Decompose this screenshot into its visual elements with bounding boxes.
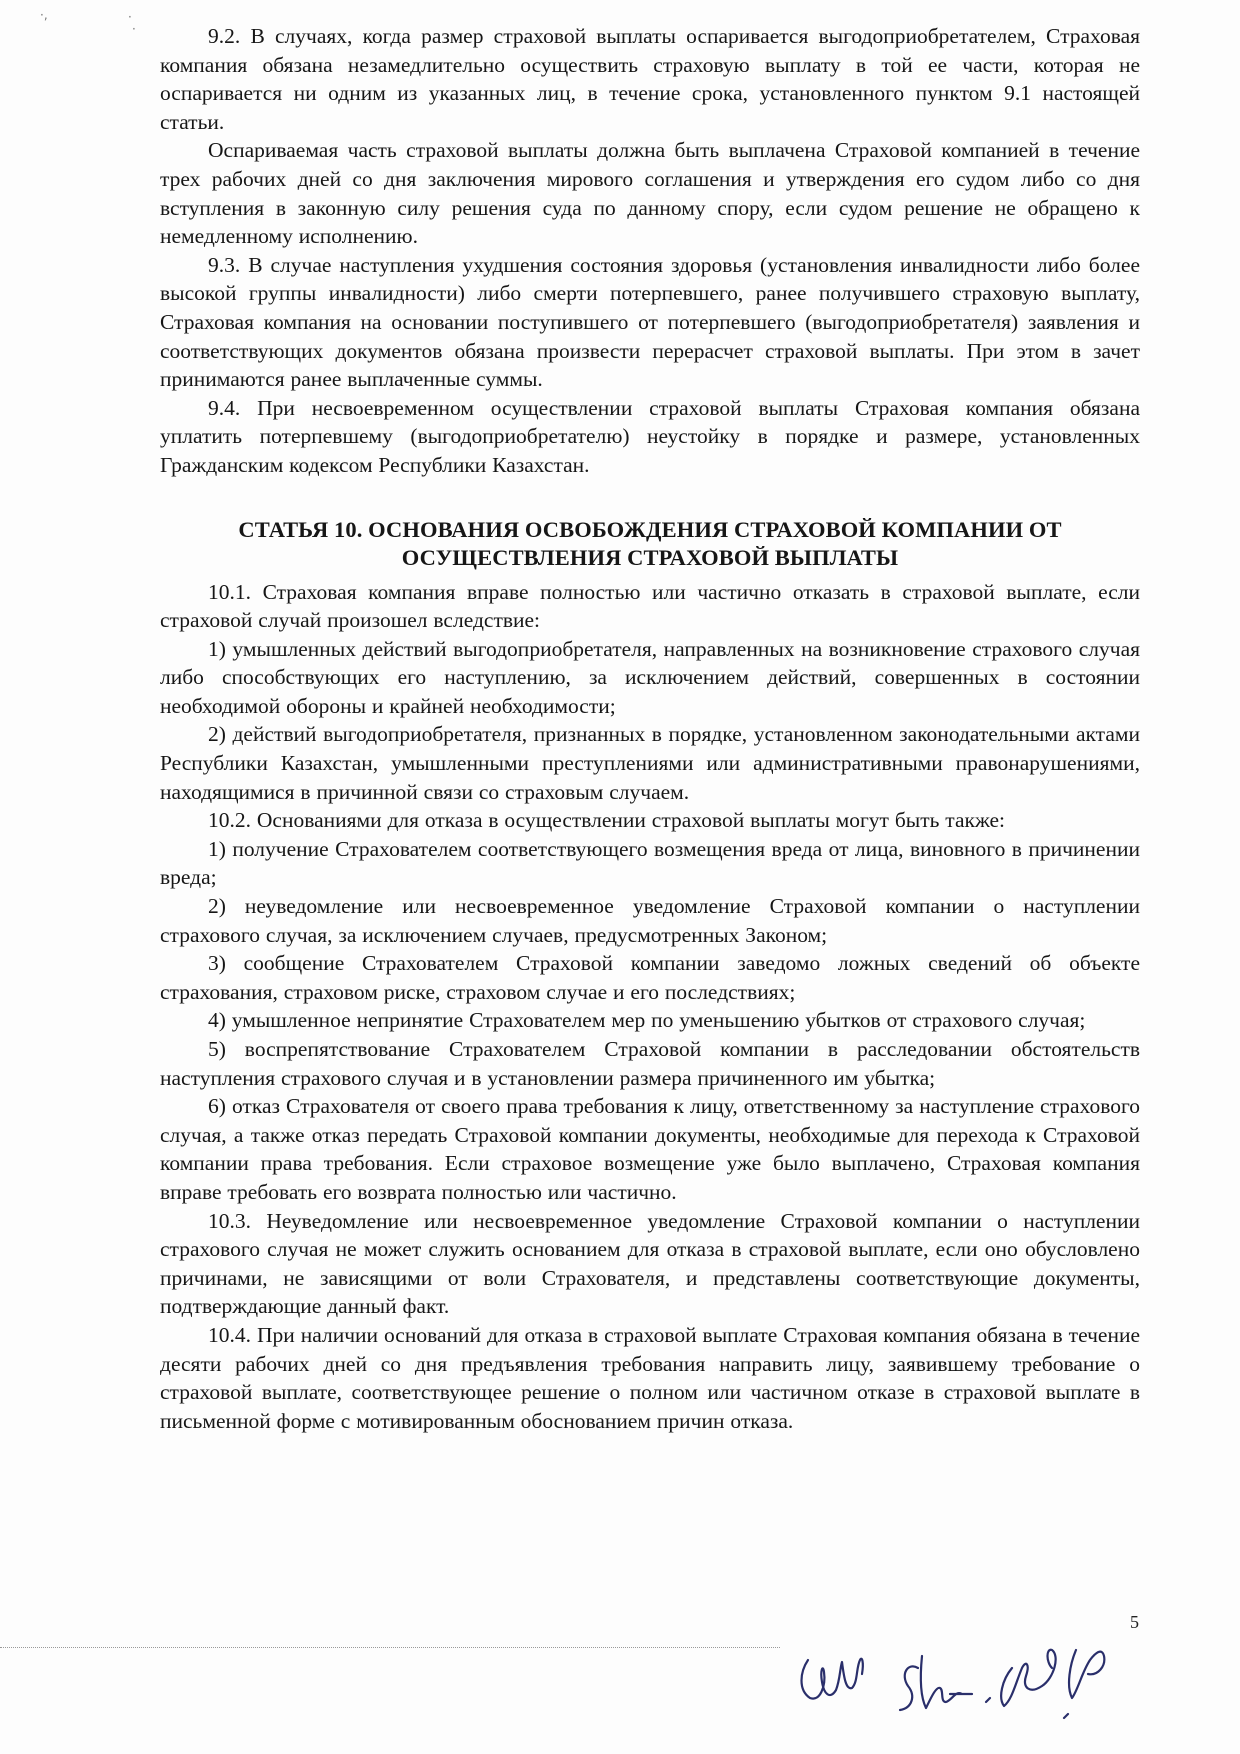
scan-speck: · [132,22,136,36]
paragraph-10-2-item-5: 5) воспрепятствование Страхователем Страховой компании в расследовании обстоятельств наступления страхового случая и в установлении размера причиненного им убытка; [160,1037,1140,1090]
paragraph-10-2: 10.2. Основаниями для отказа в осуществлении страховой выплаты могут быть также: [208,808,1006,833]
paragraph-10-3: 10.3. Неуведомление или несвоевременное уведомление Страховой компании о наступлении страхового случая не может служить основанием для отказа в страховой выплате, если оно обусловлено причинами, не зависящими от воли Страхователя, и представлены соответствующие документы, подтверждающие данный факт. [160,1208,1140,1319]
signature-3 [1001,1650,1104,1718]
paragraph-10-1: 10.1. Страховая компания вправе полностью или частично отказать в страховой выплате, если страховой случай произошел вследствие: [160,579,1140,633]
paragraph-9-2-continued: Оспариваемая часть страховой выплаты должна быть выплачена Страховой компанией в течение трех рабочих дней со дня заключения мирового соглашения и утверждения его судом либо со дня вступления в законную силу решения суда по данному спору, если судом решение не обращено к немедленному исполнению. [160,138,1140,249]
paragraph-10-1-item-2: 2) действий выгодоприобретателя, признанных в порядке, установленном законодательными актами Республики Казахстан, умышленными преступлениями или административными правонарушениями, находящимися в причинной связи со страховым случаем. [160,722,1140,804]
paragraph-9-2: 9.2. В случаях, когда размер страховой выплаты оспаривается выгодоприобретателем, Страховая компания обязана незамедлительно осуществить страховую выплату в той ее части, которая не оспаривается ни одним из указанных лиц, в течение срока, установленного пунктом 9.1 настоящей статьи. [160,24,1140,134]
heading-line-1: СТАТЬЯ 10. ОСНОВАНИЯ ОСВОБОЖДЕНИЯ СТРАХОВОЙ КОМПАНИИ ОТ [238,516,1062,542]
paragraph-9-3: 9.3. В случае наступления ухудшения состояния здоровья (установления инвалидности либо более высокой группы инвалидности) либо смерти потерпевшего, ранее получившего страховую выплату, Страховая компания на основании поступившего от потерпевшего (выгодоприобретателя) заявления и соответствующих документов обязана произвести перерасчет страховой выплаты. При этом в зачет принимаются ранее выплаченные суммы. [160,252,1140,392]
heading-line-2: ОСУЩЕСТВЛЕНИЯ СТРАХОВОЙ ВЫПЛАТЫ [401,544,899,570]
paragraph-10-2-item-4: 4) умышленное непринятие Страхователем мер по уменьшению убытков от страхового случая; [208,1008,1086,1033]
scan-speck: · [128,10,132,24]
paragraph-10-4: 10.4. При наличии оснований для отказа в страховой выплате Страховая компания обязана в течение десяти рабочих дней со дня предъявления требования направить лицу, заявившему требование о страховой выплате, соответствующее решение о полном или частичном отказе в страховой выплате в письменной форме с мотивированным обоснованием причин отказа. [160,1322,1140,1433]
signature-1 [802,1659,863,1699]
page-number: 5 [1130,1612,1139,1632]
handwritten-signatures [790,1590,1190,1740]
paragraph-10-2-item-1: 1) получение Страхователем соответствующего возмещения вреда от лица, виновного в причинении вреда; [160,836,1140,890]
scan-dotted-line [0,1647,780,1648]
article-10-heading [160,516,1140,572]
paragraph-10-1-item-1: 1) умышленных действий выгодоприобретателя, направленных на возникновение страхового случая либо способствующих его наступлению, за исключением действий, совершенных в состоянии необходимой обороны и крайней необходимости; [160,636,1140,718]
signature-2 [900,1656,972,1710]
paragraph-10-2-item-6: 6) отказ Страхователя от своего права требования к лицу, ответственному за наступление страхового случая, а также отказ передать Страховой компании документы, необходимые для перехода к Страховой компании права требования. Если страховое возмещение уже было выплачено, Страховая компания вправе требовать его возврата полностью или частично. [160,1094,1140,1204]
signature-tick [986,1698,990,1702]
paragraph-10-2-item-3: 3) сообщение Страхователем Страховой компании заведомо ложных сведений об объекте страхования, страховом риске, страховом случае и его последствиях; [160,951,1140,1004]
scan-speck: ·, [40,8,48,22]
paragraph-10-2-item-2: 2) неуведомление или несвоевременное уведомление Страховой компании о наступлении страхового случая, за исключением случаев, предусмотренных Законом; [160,894,1140,947]
paragraph-9-4: 9.4. При несвоевременном осуществлении страховой выплаты Страховая компания обязана уплатить потерпевшему (выгодоприобретателю) неустойку в порядке и размере, установленных Гражданским кодексом Республики Казахстан. [160,395,1140,477]
document-body [160,22,1140,1435]
